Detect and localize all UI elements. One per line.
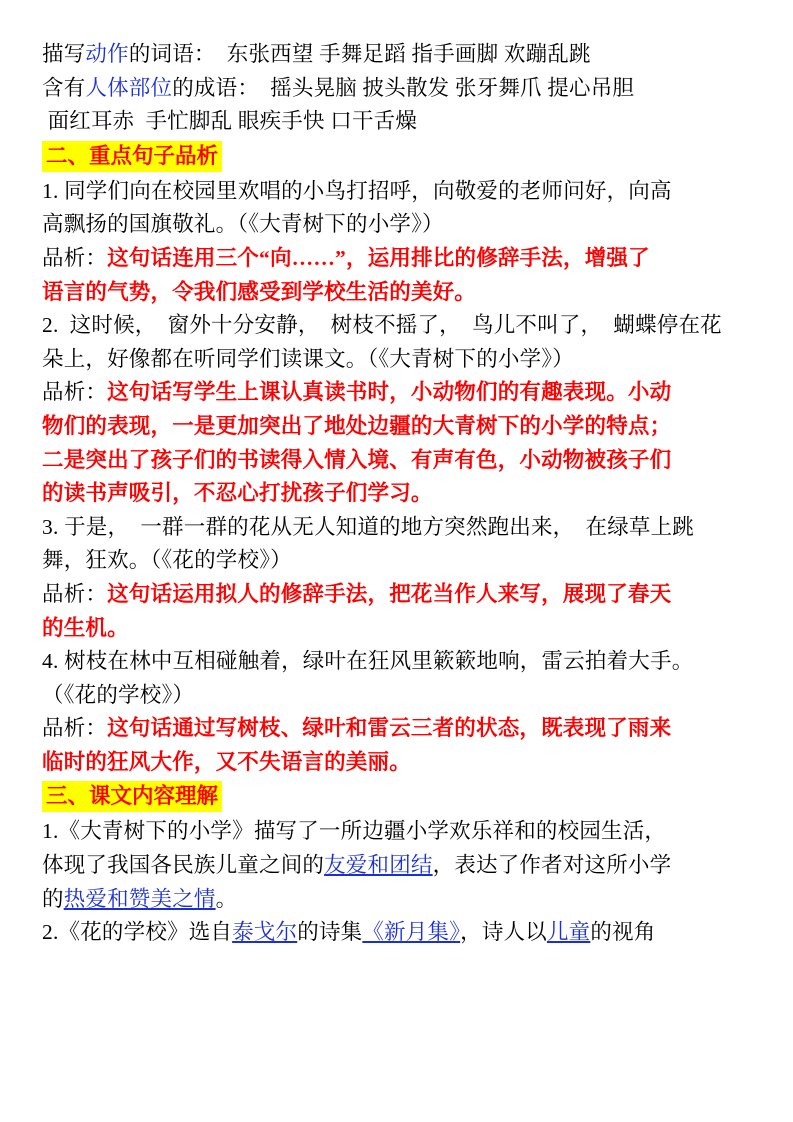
- text-run: 的词语： 东张西望 手舞足蹈 指手画脚 欢蹦乱跳: [128, 42, 591, 66]
- section-heading-key-sentences-text: 二、重点句子品析: [42, 141, 222, 172]
- line-analysis-1: [42, 242, 751, 276]
- text-run: 。: [215, 886, 238, 911]
- line-analysis-2-cont-c: [42, 477, 751, 511]
- analysis-red: 物们的表现，一是更加突出了地处边疆的大青树下的小学的特点；: [42, 413, 672, 438]
- line-analysis-3: [42, 578, 751, 612]
- section-heading-text-comprehension-text: 三、课文内容理解: [42, 781, 222, 812]
- text-run: 舞，狂欢。（《花的学校》）: [42, 548, 292, 573]
- section-heading-text-comprehension: [42, 779, 751, 815]
- text-run: 4. 树枝在林中互相碰触着，绿叶在狂风里簌簌地响，雷云拍着大手。: [42, 649, 694, 674]
- text-run: 品析：: [42, 581, 108, 606]
- line-sentence-3-cont: [42, 544, 751, 578]
- line-comprehension-1: [42, 815, 751, 849]
- line-sentence-2: [42, 309, 751, 343]
- text-run: 高飘扬的国旗敬礼。（《大青树下的小学》）: [42, 212, 444, 237]
- line-analysis-2-cont-b: [42, 444, 751, 478]
- line-body-part-idioms-cont: [42, 105, 751, 139]
- keyword-blue: 人体部位: [85, 75, 173, 100]
- text-run: 1. 同学们向在校园里欢唱的小鸟打招呼，向敬爱的老师问好，向高: [42, 178, 672, 203]
- line-sentence-1-cont: [42, 208, 751, 242]
- text-run: 品析：: [42, 380, 108, 405]
- underlined-answer: 热爱和赞美之情: [63, 886, 216, 911]
- text-run: 朵上，好像都在听同学们读课文。（《大青树下的小学》）: [42, 346, 574, 371]
- text-run: ，表达了作者对这所小学: [432, 853, 672, 878]
- analysis-red: 的生机。: [42, 615, 129, 640]
- keyword-blue: 动作: [85, 42, 129, 66]
- line-action-words: [42, 38, 751, 72]
- text-run: 2. 这时候， 窗外十分安静， 树枝不摇了， 鸟儿不叫了， 蝴蝶停在花: [42, 313, 722, 338]
- line-analysis-4-cont: [42, 746, 751, 780]
- line-analysis-2: [42, 376, 751, 410]
- line-comprehension-2: [42, 916, 751, 950]
- analysis-red: 二是突出了孩子们的书读得入情入境、有声有色，小动物被孩子们: [42, 447, 672, 472]
- line-comprehension-1-cont-a: [42, 849, 751, 883]
- analysis-red: 语言的气势，令我们感受到学校生活的美好。: [42, 279, 477, 304]
- document-content: [42, 38, 751, 950]
- text-run: ，诗人以: [460, 920, 547, 945]
- text-run: 2.《花的学校》选自: [42, 920, 233, 945]
- line-sentence-1: [42, 175, 751, 209]
- line-analysis-2-cont-a: [42, 410, 751, 444]
- text-run: 的视角: [590, 920, 656, 945]
- underlined-answer: 友爱和团结: [324, 853, 433, 878]
- line-sentence-4-cont: [42, 679, 751, 713]
- text-run: 描写: [42, 42, 86, 66]
- text-run: （《花的学校》）: [42, 682, 195, 707]
- line-analysis-4: [42, 712, 751, 746]
- line-comprehension-1-cont-b: [42, 883, 751, 917]
- line-sentence-4: [42, 645, 751, 679]
- line-analysis-3-cont: [42, 612, 751, 646]
- line-analysis-1-cont: [42, 276, 751, 310]
- underlined-answer: 泰戈尔: [232, 920, 298, 945]
- analysis-red: 的读书声吸引，不忍心打扰孩子们学习。: [42, 481, 433, 506]
- analysis-red: 这句话写学生上课认真读书时，小动物们的有趣表现。小动: [107, 380, 672, 405]
- underlined-answer: 儿童: [546, 920, 591, 945]
- text-run: 的: [42, 886, 64, 911]
- text-run: 的诗集: [297, 920, 363, 945]
- text-run: 面红耳赤 手忙脚乱 眼疾手快 口干舌燥: [42, 109, 418, 134]
- text-run: 3. 于是， 一群一群的花从无人知道的地方突然跑出来， 在绿草上跳: [42, 514, 695, 539]
- text-run: 品析：: [42, 716, 108, 741]
- analysis-red: 临时的狂风大作，又不失语言的美丽。: [42, 749, 411, 774]
- analysis-red: 这句话通过写树枝、绿叶和雷云三者的状态，既表现了雨来: [107, 716, 672, 741]
- text-run: 体现了我国各民族儿童之间的: [42, 853, 325, 878]
- line-sentence-3: [42, 511, 751, 545]
- underlined-answer: 《新月集》: [362, 920, 461, 945]
- line-body-part-idioms: [42, 72, 751, 106]
- analysis-red: 这句话连用三个“向……”，运用排比的修辞手法，增强了: [107, 245, 650, 270]
- section-heading-key-sentences: [42, 139, 751, 175]
- text-run: 1.《大青树下的小学》描写了一所边疆小学欢乐祥和的校园生活，: [42, 819, 667, 844]
- text-run: 品析：: [42, 245, 108, 270]
- line-sentence-2-cont: [42, 343, 751, 377]
- text-run: 含有: [42, 75, 86, 100]
- text-run: 的成语： 摇头晃脑 披头散发 张牙舞爪 提心吊胆: [172, 75, 635, 100]
- analysis-red: 这句话运用拟人的修辞手法，把花当作人来写，展现了春天: [107, 581, 672, 606]
